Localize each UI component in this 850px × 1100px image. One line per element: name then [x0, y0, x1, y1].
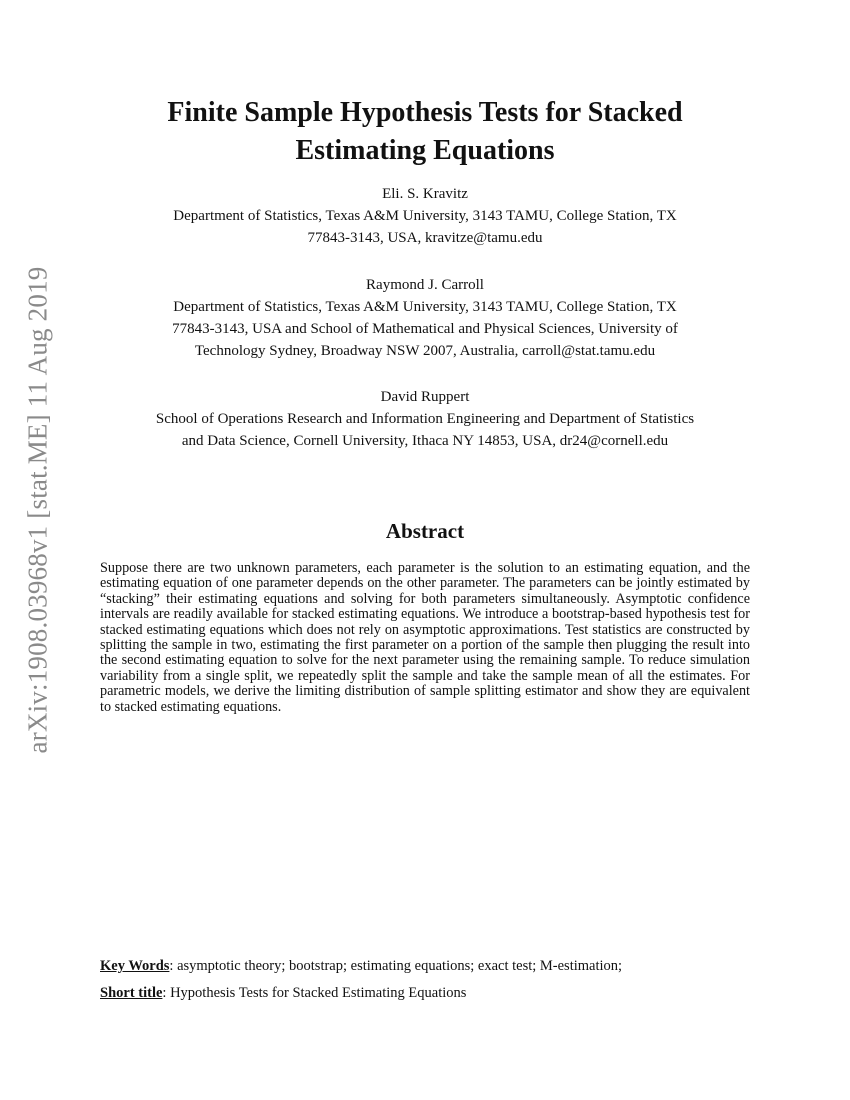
author-block-1: [100, 183, 750, 249]
author-affiliation-line: Technology Sydney, Broadway NSW 2007, Australia, carroll@stat.tamu.edu: [194, 343, 656, 359]
author-block-2: [100, 274, 750, 362]
author-name: David Ruppert: [380, 389, 470, 405]
short-title-label: Short title: [100, 985, 163, 1001]
author-affiliation-line: Department of Statistics, Texas A&M University, 3143 TAMU, College Station, TX: [173, 299, 677, 315]
short-title-text: : Hypothesis Tests for Stacked Estimating Equations: [162, 985, 467, 1001]
paper-title: [100, 94, 750, 170]
key-words-text: : asymptotic theory; bootstrap; estimating equations; exact test; M-estimation;: [169, 958, 623, 974]
abstract-heading: Abstract: [385, 519, 465, 543]
author-affiliation-line: and Data Science, Cornell University, Ithaca NY 14853, USA, dr24@cornell.edu: [181, 433, 669, 449]
arxiv-identifier-stamp: arXiv:1908.03968v1 [stat.ME] 11 Aug 2019: [22, 266, 53, 754]
title-line-2: Estimating Equations: [295, 135, 555, 166]
author-name: Raymond J. Carroll: [366, 277, 484, 293]
short-title-line: [100, 983, 760, 1003]
author-affiliation-line: School of Operations Research and Information Engineering and Department of Statistics: [155, 411, 695, 427]
abstract-text: Suppose there are two unknown parameters, each parameter is the solution to an estimating equation, and the estimating equation of one parameter depends on the other parameter. The parameters can be jointly estimated by “stacking” their estimating equations and solving for both parameters simultaneously. Asymptotic confidence intervals are readily available for stacked estimating equations. We introduce a bootstrap-based hypothesis test for stacked estimating equations which does not rely on asymptotic approximations. Test statistics are constructed by splitting the sample in two, estimating the first parameter on a portion of the sample then plugging the result into the second estimating equation to solve for the next parameter using the remaining sample. To reduce simulation variability from a single split, we repeatedly split the sample and take the sample mean of all the estimates. For parametric models, we derive the limiting distribution of sample splitting estimator and show they are equivalent to stacked estimating equations.: [100, 560, 750, 715]
key-words-label: Key Words: [100, 958, 170, 974]
author-affiliation-line: 77843-3143, USA, kravitze@tamu.edu: [307, 230, 543, 246]
key-words-line: [100, 956, 760, 976]
author-affiliation-line: Department of Statistics, Texas A&M University, 3143 TAMU, College Station, TX: [173, 208, 677, 224]
author-affiliation-line: 77843-3143, USA and School of Mathematical and Physical Sciences, University of: [172, 321, 678, 337]
author-name: Eli. S. Kravitz: [382, 186, 468, 202]
title-line-1: Finite Sample Hypothesis Tests for Stacked: [167, 97, 683, 128]
author-block-3: [100, 386, 750, 452]
